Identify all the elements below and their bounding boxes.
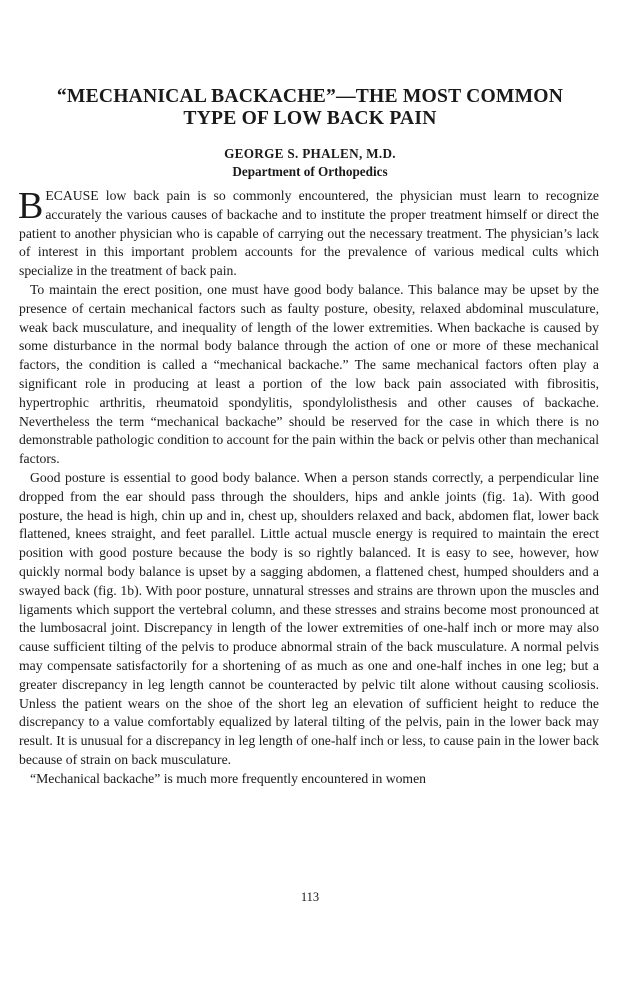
article-title — [20, 86, 600, 130]
article-title-line-1: “MECHANICAL BACKACHE”—THE MOST COMMON — [56, 86, 564, 107]
author-department: Department of Orthopedics — [232, 164, 388, 179]
drop-cap: B — [18, 185, 44, 227]
author-name: GEORGE S. PHALEN, M.D. — [224, 146, 396, 161]
article-title-line-2: TYPE OF LOW BACK PAIN — [183, 108, 437, 129]
paragraph-4: “Mechanical backache” is much more frequently encountered in women — [30, 770, 427, 786]
article-body — [19, 187, 599, 789]
paragraph-2: To maintain the erect position, one must have good body balance. This balance may be upset by the presence of certain mechanical factors such as faulty posture, obesity, relaxed abdominal musculature, weak back musculature, and inequality of length of the lower extremities. When backache is caused by some disturbance in the normal body balance through the action of one or more of these mechanical factors, the condition is called a “mechanical backache.” The same mechanical factors often play a significant role in producing at least a portion of the low back pain associated with fibrositis, hypertrophic arthritis, rheumatoid spondylitis, spondylolisthesis and other causes of backache. Nevertheless the term “mechanical backache” should be reserved for the case in which there is no demonstrable pathologic condition to account for the pain within the back or pelvis other than mechanical factors. — [19, 281, 599, 467]
paragraph-1-text: ECAUSE low back pain is so commonly encountered, the physician must learn to recognize accurately the various causes of backache and to institute the proper treatment himself or direct the patient to another physician who is capable of carrying out the necessary treatment. The physician’s lack of interest in this important problem accounts for the prevalence of various medical cults which specialize in the treatment of back pain. — [19, 188, 599, 279]
paragraph-3: Good posture is essential to good body balance. When a person stands correctly, a perpendicular line dropped from the ear should pass through the shoulders, hips and ankle joints (fig. 1a). With good posture, the head is high, chin up and in, chest up, shoulders relaxed and back, abdomen flat, lower back flattened, knees straight, and feet parallel. Little actual muscle energy is required to maintain the erect position with good posture because the body is so rightly balanced. It is easy to see, however, how quickly normal body balance is upset by a sagging abdomen, a flattened chest, humped shoulders and a swayed back (fig. 1b). With poor posture, unnatural stresses and strains are thrown upon the muscles and ligaments which support the vertebral column, and these stresses and strains become most pronounced at the lumbosacral joint. Discrepancy in length of the lower extremities of one-half inch or more may also cause sufficient tilting of the pelvis to produce abnormal strain of the back musculature. A normal pelvis may compensate satisfactorily for a shortening of as much as one and one-half inches in one leg; but a greater discrepancy in leg length cannot be counteracted by pelvic tilt alone without causing scoliosis. Unless the patient wears on the shoe of the short leg an elevation of sufficient height to reduce the discrepancy to a value comfortably equalized by lateral tilting of the pelvis, pain in the lower back may result. It is unusual for a discrepancy in leg length of one-half inch or less, to cause pain in the lower back because of strain on back musculature. — [19, 469, 599, 767]
page-number: 113 — [300, 890, 320, 904]
paragraph-1 — [19, 187, 599, 281]
